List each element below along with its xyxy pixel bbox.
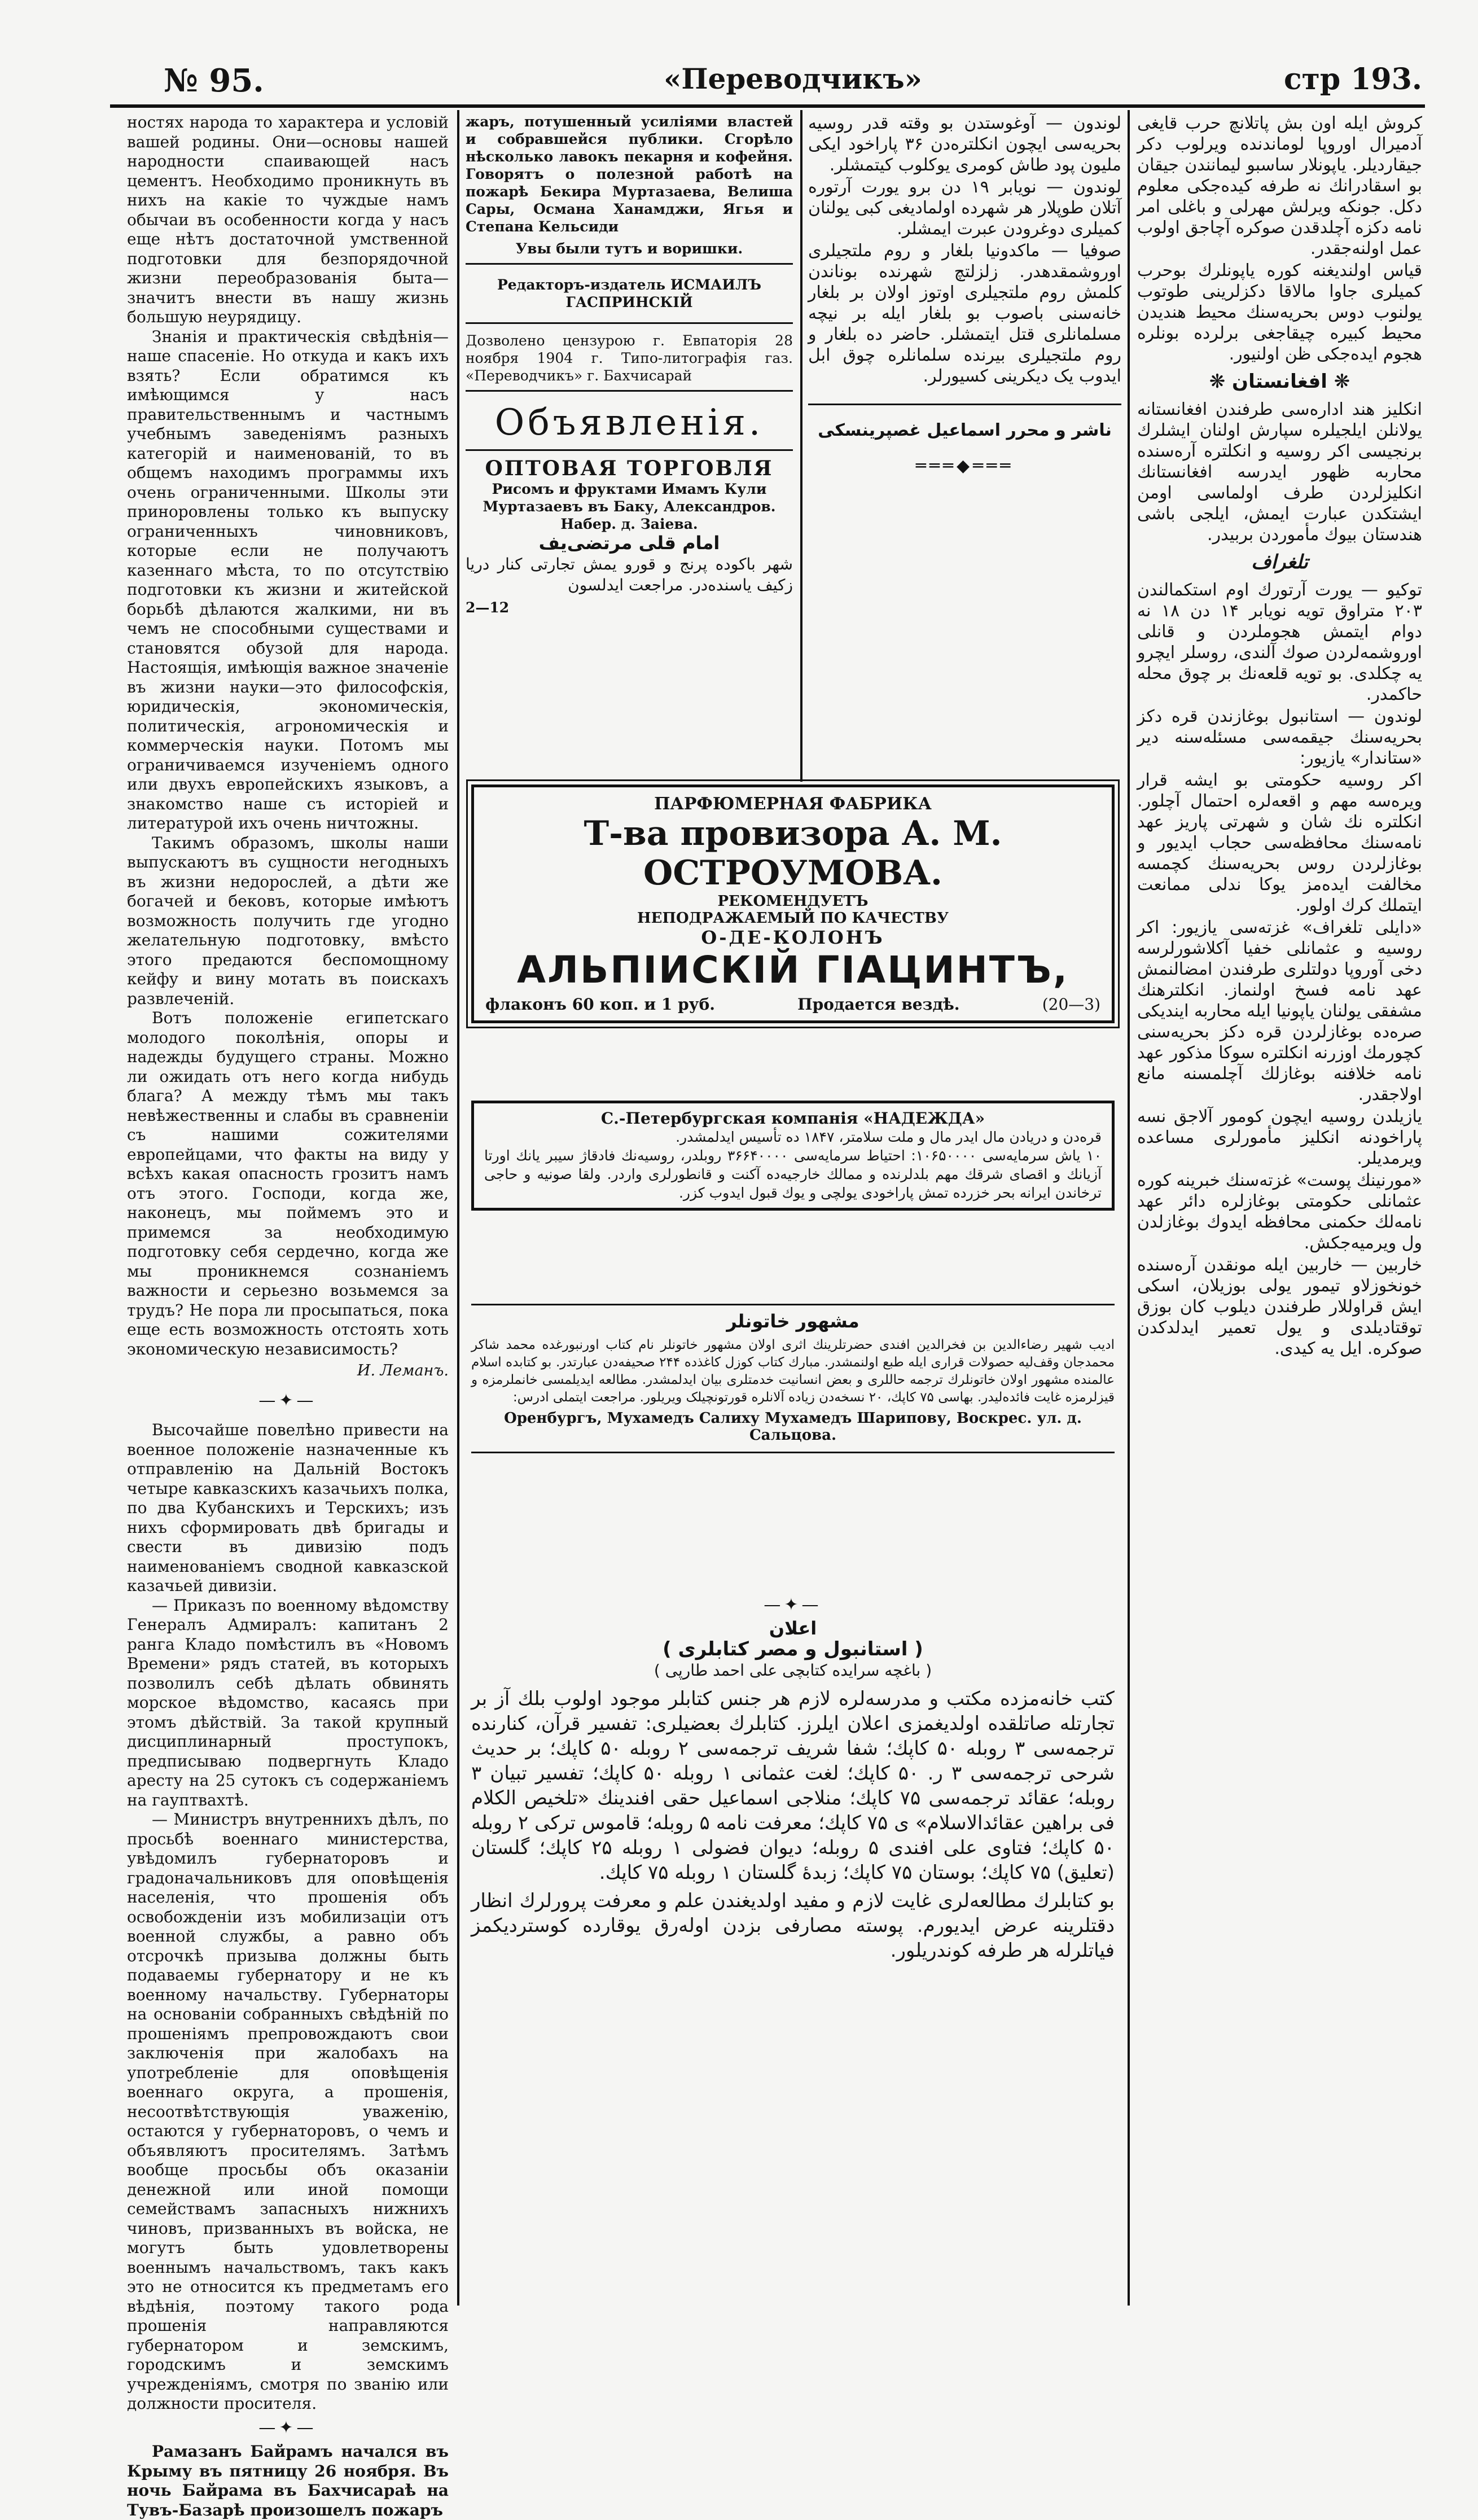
section-ornament: ═══◆═══ xyxy=(915,456,1014,476)
divider xyxy=(466,390,793,392)
news-item-arabic: صوفیا — ماکدونیا بلغار و روم ملتجیلری اوروشمقدهدر. زلزلتچ شهرنده بوناندن کلمش روم ملتجیلری اوتوز اولان بر بلغار خانه‌سنی باصوب بو بلغار ایله بر نیچه مسلمانلری قتل ایتمشلر. حاضر ده بلغار و روم ملتجیلری بیرنده سلمانلره چوق ابل ایدوب یک دیکرینی کسیورلر. xyxy=(808,241,1121,386)
ad-footer-arabic: بو کتابلرك مطالعه‌لری غایت لازم و مفید اولدیغندن علم و معرفت پرورلرك انظار دقتلرینه عرض ایدیورم. پوسته مصارفی بزدن اوله‌رق یوقارده کوستردیکمز فیاتلرله هر طرفه کوندریلور. xyxy=(471,1890,1115,1962)
news-item-arabic: لوندون — استانبول بوغازندن قره دکز بحریه‌سنك جیقمه‌سی مسئله‌سنه دیر «ستاندار» یازیور: xyxy=(1137,707,1422,768)
divider xyxy=(466,322,793,324)
divider xyxy=(808,404,1121,405)
ad-books xyxy=(471,1592,1115,2258)
divider xyxy=(471,1452,1115,1453)
ad-address: Оренбургъ, Мухамедъ Салиху Мухамедъ Шарипову, Воскрес. ул. д. Сальцова. xyxy=(504,1410,1082,1444)
wholesale-title: ОПТОВАЯ ТОРГОВЛЯ xyxy=(485,457,774,480)
news-item: Высочайше повелѣно привести на военное положеніе назначенные къ отправленію на Дальній Востокъ четыре кавказскихъ казачьихъ полка, по два Кубанскихъ и Терскихъ; изъ нихъ сформировать двѣ бригады и свести въ дивизію подъ наименованіемъ сводной кавказской казачьей дивизіи. xyxy=(127,1421,449,1595)
masthead xyxy=(164,62,1422,107)
wholesale-name-arabic: امام قلی مرتضی‌یف xyxy=(538,532,720,554)
column-rule-2 xyxy=(800,110,802,782)
section-heading-afghanistan: ❋ افغانستان ❋ xyxy=(1209,370,1350,393)
section-ornament: —✦— xyxy=(258,1390,317,1410)
section-heading-telegram: تلغراف xyxy=(1251,551,1308,573)
news-item-arabic: لوندون — آوغوستدن بو وقته قدر روسیه بحریه‌سی ایچون انکلتره‌دن ۳۶ پاراخود ایکی ملیون پود طاش کومری یوکلوب کیتمشلر. xyxy=(808,113,1121,175)
news-item-arabic: انکلیز هند اداره‌سی طرفندن افغانستانه یولانلن ایلجیلره سپارش اولنان ایشلرك برنجیسی اکر روسیه و انکلتره آره‌سنده محاربه ظهور ایدرسه افغانستانك انکلیزلردن طرف اولماسی اومن ایشتکدن عبارت ایمش، ایلجی باشی هندستان بیوك مأموردن بربیدر. xyxy=(1137,400,1422,545)
ad-line: ПАРФЮМЕРНАЯ ФАБРИКА xyxy=(654,794,932,814)
issue-number: № 95. xyxy=(164,62,264,99)
column-arabic-news xyxy=(808,113,1121,785)
ad-title: С.-Петербургская компанія «НАДЕЖДА» xyxy=(600,1109,985,1128)
section-ornament: —✦— xyxy=(258,2417,317,2438)
ad-text-arabic: ادیب شهیر رضاءالدین بن فخرالدین افندی حضرتلرینك اثری اولان مشهور خاتونلر نام کتاب اورنبورغده محمد شاکر محمدجان وقف‌لیه حصولات قراری ایله طبع اولنمشدر. مبارك کتاب کوزل کاغذده ۲۴۴ صحیفه‌دن عبارتدر. بو کتابده اسلام عالمنده مشهور اولان خاتونلرك ترجمه حاللری و بعض انسانیت خدمتلری بیان ایدلمشدر. مطالعه ایدیلمسی خانملرمزه و قیزلرمزه غایت فائده‌لیدر. بهاسی ۷۵ کاپك، ۲۰ نسخه‌دن زیاده آلانلره قورتونچیلک ویریلور. مراجعت ایتملی ادرس: xyxy=(471,1338,1115,1405)
ad-company: Т-ва провизора А. М. ОСТРОУМОВА. xyxy=(584,814,1002,893)
section-ornament: —✦— xyxy=(764,1595,822,1615)
article-signature: И. Леманъ. xyxy=(357,1362,449,1379)
editor-line: Редакторъ-издатель ИСМАИЛЪ ГАСПРИНСКІЙ xyxy=(497,277,762,310)
news-item: Рамазанъ Байрамъ начался въ Крыму въ пятницу 26 ноября. Въ ночь Байрама въ Бахчисараѣ на Тувъ-Базарѣ произошелъ пожаръ xyxy=(127,2442,449,2519)
column-rule-3 xyxy=(1128,110,1130,2306)
ad-title-arabic: مشهور خاتونلر xyxy=(726,1311,859,1332)
ad-text-arabic: قره‌دن و دریادن مال ایدر مال و ملت سلامتر، ۱۸۴۷ ده تأسیس ایدلمشدر. xyxy=(676,1129,1102,1145)
news-item-arabic: توکیو — یورت آرتورك اوم استکمالندن ۲۰۳ متراوق تویه نویابر ۱۴ دن ۱۸ نه دوام ایتمش هجوملردن و قانلی اوروشمه‌لردن صوك آلندی، روسلر ایچرو یه چکلدی. بو تویه قلعه‌نك بر چوق محله حاکمدر. xyxy=(1137,580,1422,704)
column-rule-1 xyxy=(457,110,459,2306)
ad-subtitle-arabic: ( استانبول و مصر کتابلری ) xyxy=(663,1638,923,1660)
column-russian xyxy=(127,113,449,2519)
ads-heading: Объявленія. xyxy=(494,402,764,444)
censor-line: Дозволено цензурою г. Евпаторія 28 ноября 1904 г. Типо-литографія газ. «Переводчикъ» г. Бахчисарай xyxy=(466,332,793,384)
ad-subtitle-arabic: ( باغچه سرایده کتابچی علی احمد طارپی ) xyxy=(654,1661,932,1680)
article-paragraph: Знанія и практическія свѣдѣнія—наше спасеніе. Но откуда и какъ ихъ взять? Если обратимся къ имѣющимся у насъ правительственнымъ и частнымъ учебнымъ заведеніямъ разныхъ категорій и наименованій, то въ общемъ находимъ программы ихъ очень ограниченными. Школы эти приноровлены только къ выпуску ограниченныхъ чиновниковъ, которые если не получаютъ казеннаго мѣста, то по отсутствію подготовки къ жизни и житейской борьбѣ дѣлаются жалкими, ни въ чемъ не способными существами и становятся обузой для народа. Настоящія, имѣющія важное значеніе въ жизни науки—это философскія, юридическія, экономическія, политическія, агрономическія и коммерческія науки. Потомъ мы ограничиваемся изученіемъ одного или двухъ европейскихъ языковъ, а знакомство наше съ исторіей и литературой ихъ очень ничтожны. xyxy=(127,327,449,832)
article-paragraph: Такимъ образомъ, школы наши выпускаютъ въ сущности негодныхъ въ жизни недорослей, а дѣти же богачей и бековъ, которые имѣютъ возможность получить где угодно желательную подготовку, вмѣсто этого предаются беспомощному кейфу и вину мотать въ поискахъ развлеченій. xyxy=(127,833,449,1008)
news-item-arabic: «دایلی تلغراف» غزته‌سی یازیور: اکر روسیه و عثمانلی خفیا آکلاشورلرسه دخی آوروپا دولتلری طرفندن امضالنمش عهد نامه فسخ اولنماز. انکلترهنك مشفقی یولنان یاپونیا ایله محاربه ایندیکی صره‌ده بوغازلردن قره دکز بحریه‌سنی کچورمك اوزرنه انکلتره سوکا مذکور عهد نامه خلافنه بوغازلك آچلمسنه مانع اولاجقدر. xyxy=(1137,918,1422,1105)
ad-nadezhda xyxy=(471,1101,1115,1211)
ad-line: НЕПОДРАЖАЕМЫЙ ПО КАЧЕСТВУ xyxy=(637,910,949,927)
news-item-arabic: «مورنینك پوست» غزته‌سنك خبرینه کوره عثمانلی حکومتی بوغازلره دائر عهد نامه‌لك حکمنی محافظه ایدوك بوغازلدن ول ویرمیه‌جکش. xyxy=(1137,1171,1422,1253)
column-imprint xyxy=(466,113,793,785)
news-item-arabic: یازیلدن روسیه ایچون کومور آلاجق نسه پاراخودنه انکلیز مأمورلری مساعده ویرمدیلر. xyxy=(1137,1107,1422,1168)
wholesale-text-arabic: شهر باکوده پرنج و قورو یمش تجارتی کنار دریا زکیف یاسنده‌در. مراجعت ایدلسون xyxy=(466,555,793,594)
news-item-arabic: کروش ایله اون بش پاتلانچ حرب قایغی آدمیرال اوروپا لوماندنده ویرلوب دکر جیقاردیلر. یاپونلار ساسبو لیمانندن جیقان بو اسقادرانك نه طرفه کیده‌جکی معلوم دکل. جونکه ویرلش مهرلی و باغلی امر نامه دکزه آچلدقدن صوکره آچاجق اولوب عمل اولنه‌جقدر. xyxy=(1137,113,1422,258)
article-paragraph: ностях народа то характера и условій вашей родины. Они—основы нашей народности спаивающей насъ цементъ. Необходимо проникнуть въ нихъ на какіе то чуждые намъ обычаи въ особенности когда у насъ еще нѣтъ достаточной умственной подготовки для безпорядочной жизни переобразованія быта—значитъ внести въ нашу жизнь большую неурядицу. xyxy=(127,113,449,326)
ad-product-name: АЛЬПІИСКІЙ ГІАЦИНТЪ, xyxy=(517,948,1069,992)
thieves-note: Увы были тутъ и воришки. xyxy=(515,240,743,257)
ad-number: 2—12 xyxy=(466,599,510,616)
news-item-arabic: لوندون — نویابر ۱۹ دن برو یورت آرتوره آتلان طوپلار هر شهرده اولمادیغی کبی یولنان کمیلری دوغرودن عبرت ایمشلر. xyxy=(808,177,1121,239)
divider xyxy=(466,263,793,265)
news-item-arabic: قیاس اولندیغنه کوره یاپونلرك بوحرب کمیلری جاوا مالاقا دکزلرینی طوتوب یولنوب دوس بحریه‌سنك محیط هندیدن محیط کبیره چیقاجغی برلرده بونلره هجوم ایده‌جکی ظن اولنیور. xyxy=(1137,261,1422,364)
ad-text-arabic: کتب خانه‌مزده مکتب و مدرسه‌لره لازم هر جنس کتابلر موجود اولوب بلك آز بر تجارتله صاتلقده اولدیغمزی اعلان ایلرز. کتابلرك بعضیلری: تفسیر قرآن، کنارنده ترجمه‌سی ۳ روبله ۵۰ کاپك؛ شفا شریف ترجمه‌سی ۲ روبله ۵۰ کاپك؛ بر حدیث شرحی ترجمه‌سی ۳ ر. ۵۰ کاپك؛ لغت عثمانی ۱ روبله ۵۰ کاپك؛ تفسیر تبیان ۳ روبله؛ عقائد ترجمه‌سی ۷۵ کاپك؛ منلاجی اسماعیل حقی افندینك «تلخیص الکلام فی براهین عقائدالاسلام» ی ۷۵ کاپك؛ معرفت نامه ۵ روبله؛ قاموس ترکی ۲ روبله ۵۰ کاپك؛ فتاوی علی افندی ۵ روبله؛ دیوان فضولی ۱ روبله ۲۵ کاپك؛ گلستان (تعلیق) ۷۵ کاپك؛ بوستان ۷۵ کاپك؛ زبدهٔ گلستان ۱ روبله ۷۵ کاپك. xyxy=(471,1688,1115,1884)
page-number: стр 193. xyxy=(1284,62,1422,97)
ad-price: флаконъ 60 коп. и 1 руб. xyxy=(485,995,716,1014)
divider xyxy=(471,1304,1115,1305)
news-item: — Министръ внутреннихъ дѣлъ, по просьбѣ военнаго министерства, увѣдомилъ губернаторовъ и градоначальниковъ для оповѣщенія населенія, что прошенія объ освобожденіи изъ мобилизаціи отъ военной службы, а равно объ отсрочкѣ призыва должны быть подаваемы губернатору и не къ военному начальству. Губернаторы на основаніи собранныхъ свѣдѣній по прошеніямъ препровождаютъ свои заключенія при жалобахъ на употребленіе для оповѣщенія военнаго округа, а прошенія, несоотвѣтствующія уваженію, остаются у губернаторовъ, о чемъ и объявляютъ просителямъ. Затѣмъ вообще просьбы объ оказаніи денежной или иной помощи семействамъ запасныхъ нижнихъ чиновъ, призванныхъ въ войска, не могутъ быть удовлетворены военнымъ начальствомъ, такъ какъ это не относится къ предметамъ его вѣдѣнія, поэтому такого рода прошенія направляются губернатором и земскимъ, городскимъ и земскимъ учрежденіямъ, смотря по званію или должности просителя. xyxy=(127,1810,449,2413)
news-item: — Приказъ по военному вѣдомству Генералъ Адмиралъ: капитанъ 2 ранга Кладо помѣстилъ въ «Новомъ Времени» рядъ статей, въ которыхъ позволилъ себѣ дѣлать обвинять морское вѣдомство, касаясь при этомъ дѣйствій. За такой крупный дисциплинарный проступокъ, предписываю подвергнуть Кладо аресту на 25 сутокъ съ содержаніемъ на гауптвахтѣ. xyxy=(127,1596,449,1809)
article-paragraph: Вотъ положеніе египетскаго молодого поколѣнія, опоры и надежды будущего страны. Можно ли ожидать отъ него когда нибудь блага? А между тѣмъ мы такъ невѣжественны и слабы въ сравненіи съ нашими сожителями европейцами, что факты на виду у всѣхъ какая опасность грозитъ намъ отъ этого. Господи, когда же, наконецъ, мы поймемъ это и примемся за необходимую подготовку себя сердечно, когда же мы проникнемся сознаніемъ важности и серьезно возьмемся за трудъ? Не пора ли просыпаться, пока еще есть возможность отстоять хоть экономическую независимость? xyxy=(127,1009,449,1358)
column-arabic-right xyxy=(1137,113,1422,2314)
newspaper-title: «Переводчикъ» xyxy=(664,62,922,95)
ad-product-type: О-ДЕ-КОЛОНЪ xyxy=(701,927,885,948)
divider xyxy=(466,449,793,451)
ad-sold: Продается вездѣ. xyxy=(797,995,960,1014)
ad-title-arabic: اعلان xyxy=(769,1618,817,1639)
ad-text-arabic: ۱۰ یاش سرمایه‌سی ۱۰۶۵۰۰۰۰: احتیاط سرمایه‌سی ۳۶۶۴۰۰۰۰ روبلدر، روسیه‌نك فادقاژ سیبر یانك اورتا آزیانك و اقصای شرقك مهم بلدلرنده و ممالك خارجیه‌ده آکنت و قانطورلری واردر. ولقا صونیه و حاجی ترخاندن ایرانه بحر خزرده تمش پاراخودی یولچی و یوك قبول ایدوب کزر. xyxy=(484,1147,1102,1201)
publisher-line: ناشر و محرر اسماعیل غصپرینسکی xyxy=(818,420,1112,440)
fire-report: жаръ, потушенный усиліями властей и собравшейся публики. Сгорѣло нѣсколько лавокъ пекарня и кофейня. Говорятъ о полезной работѣ на пожарѣ Бекира Муртазаева, Велиша Сары, Османа Ханамджи, Ягья и Степана Кельсиди xyxy=(466,113,793,235)
ad-line: РЕКОМЕНДУЕТЪ xyxy=(717,893,869,910)
ad-famous-women xyxy=(471,1298,1115,1459)
top-rule xyxy=(110,104,1425,108)
news-item-arabic: خاربین — خاربین ایله مونقدن آره‌سنده خونخوزلاو تیمور یولی بوزیلان، اسکی ایش قراوللار طرفندن دیلوب کان بوزق توقتادیلدی و یول تعمیر ایدلدکدن صوکره. ایل یه کیدی. xyxy=(1137,1255,1422,1358)
ad-ostroumov xyxy=(471,785,1115,1023)
wholesale-text: Рисомъ и фруктами Имамъ Кули Муртазаевъ въ Баку, Александров. Набер. д. Заіева. xyxy=(483,481,776,532)
news-item-arabic: اکر روسیه حکومتی بو ایشه قرار ویره‌سه مهم و اقعه‌لره احتمال آچلور. انکلتره نك شان و شهرتی پاریز عهد نامه‌سنك محافظه‌سی حجاب ایدیور و بوغازلردن روس بحریه‌سنك کچمسه مخالفت ایده‌مز یوکا ندلی ممانعت ایتملك کرك اولور. xyxy=(1137,770,1422,915)
ad-number: (20—3) xyxy=(1042,995,1100,1014)
